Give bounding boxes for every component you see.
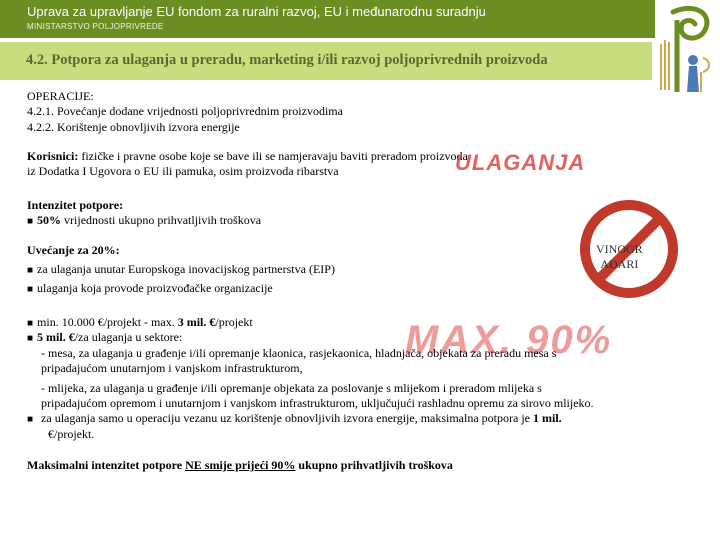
sektor-meso: - mesa, za ulaganja u građenje i/ili opremanje klaonica, rasjekaonica, hladnjača, objekata za preradu mesa s	[41, 346, 557, 360]
limit-line-3-cont: €/projekt.	[48, 427, 95, 441]
intenzitet-label: Intenzitet potpore:	[27, 198, 124, 212]
max-line-text: Maksimalni intenzitet potpore	[27, 458, 186, 472]
vinogradari-label	[596, 242, 643, 272]
intenzitet-bullet	[27, 213, 261, 229]
uvecanje-item	[27, 262, 335, 278]
limit-text: za ulaganja samo u operaciju vezanu uz korištenje obnovljivih izvora energije, maksimalna potpora je	[41, 411, 533, 425]
bullet-icon: ■	[27, 333, 34, 344]
limit-line-1	[27, 315, 253, 331]
ministry-logo-icon	[655, 0, 720, 100]
max-line-underlined: NE smije prijeći 90%	[185, 458, 296, 472]
korisnici-label: Korisnici:	[27, 149, 79, 163]
bullet-icon: ■	[27, 216, 34, 227]
limit-value: 5 mil. €	[37, 330, 75, 344]
uvecanje-item	[27, 281, 273, 297]
limit-text: /projekt	[215, 315, 253, 329]
sektor-mlijeko: - mlijeka, za ulaganja u građenje i/ili opremanje objekata za poslovanje s mlijekom i preradom mlijeka s	[41, 381, 542, 395]
limit-line-3	[27, 411, 562, 427]
header-title: Uprava za upravljanje EU fondom za ruralni razvoj, EU i međunarodnu suradnju	[27, 4, 486, 19]
sektor-meso-cont: pripadajućom unutarnjom i vanjskom infrastrukturom,	[41, 361, 303, 375]
operacija-item: 4.2.1. Povećanje dodane vrijednosti poljoprivrednim proizvodima	[27, 104, 343, 118]
uvecanje-item-text: za ulaganja unutar Europskoga inovacijskog partnerstva (EIP)	[37, 262, 335, 276]
limit-line-2	[27, 330, 182, 346]
limit-value: 1 mil.	[533, 411, 562, 425]
max-intenzitet-line	[27, 458, 453, 472]
ulaganja-stamp: ULAGANJA	[455, 150, 586, 175]
intenzitet-value: 50%	[37, 213, 62, 227]
intenzitet-text: vrijednosti ukupno prihvatljivih troškova	[61, 213, 262, 227]
bullet-icon: ■	[27, 318, 34, 329]
sektor-mlijeko-cont: pripadajućom opremom i unutarnjom i vanjskom infrastrukturom, uključujući rashladnu opremu za sirovo mlijeko.	[41, 396, 594, 410]
uvecanje-label: Uvećanje za 20%:	[27, 243, 120, 257]
max-line-text: ukupno prihvatljivih troškova	[295, 458, 453, 472]
korisnici-text-2: iz Dodatka I Ugovora o EU ili pamuka, osim proizvoda ribarstva	[27, 164, 339, 178]
korisnici-text: fizičke i pravne osobe koje se bave ili se namjeravaju baviti preradom proizvoda	[78, 149, 468, 163]
limit-text: /za ulaganja u sektore:	[74, 330, 183, 344]
section-title: 4.2. Potpora za ulaganja u preradu, marketing i/ili razvoj poljoprivrednih proizvoda	[26, 52, 548, 68]
vinogradari-line-1: VINOGR	[596, 242, 643, 256]
korisnici-line	[27, 149, 468, 163]
bullet-icon: ■	[27, 284, 34, 295]
uvecanje-item-text: ulaganja koja provode proizvođačke organizacije	[37, 281, 273, 295]
vinogradari-line-2: ADARI	[600, 257, 639, 271]
limit-text: min. 10.000 €/projekt - max.	[37, 315, 178, 329]
max-90-stamp: MAX. 90%	[405, 318, 613, 362]
operacije-label: OPERACIJE:	[27, 89, 94, 103]
bullet-icon: ■	[27, 265, 34, 276]
header-subtitle: MINISTARSTVO POLJOPRIVREDE	[27, 22, 164, 31]
bullet-icon: ■	[27, 414, 34, 425]
operacija-item: 4.2.2. Korištenje obnovljivih izvora energije	[27, 120, 240, 134]
limit-value: 3 mil. €	[177, 315, 216, 329]
